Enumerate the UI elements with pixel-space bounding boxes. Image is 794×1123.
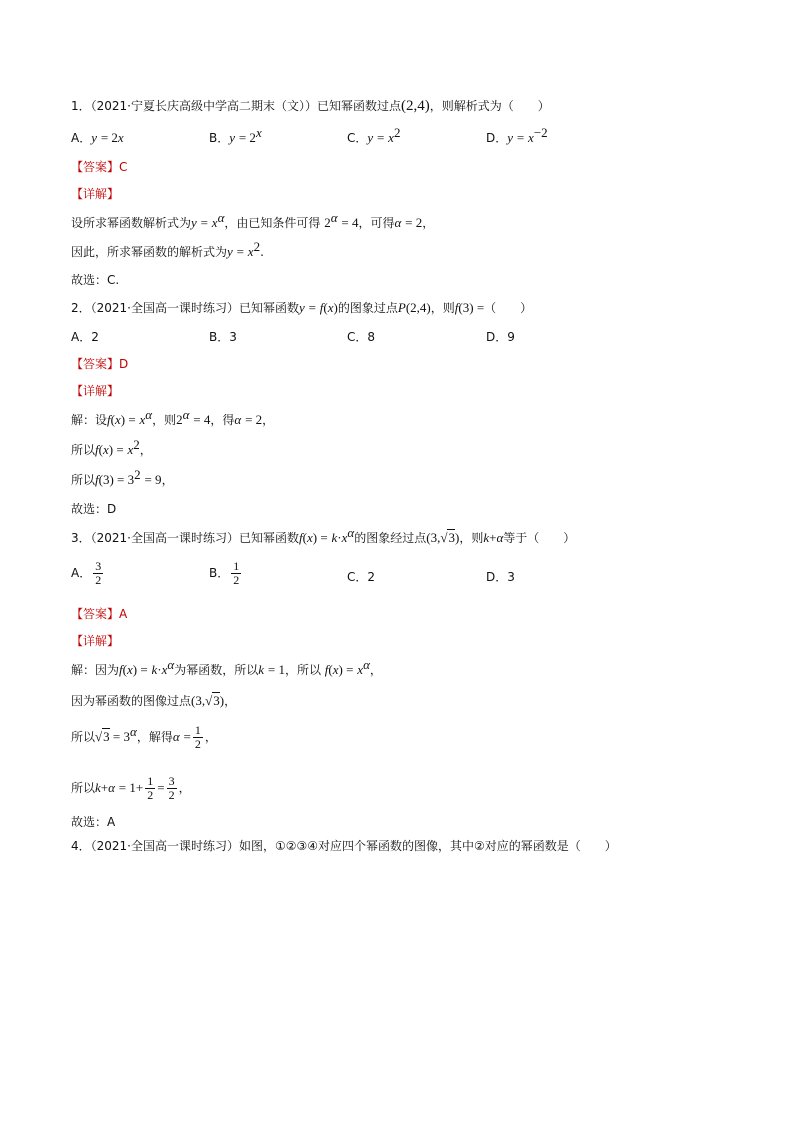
q2-options (0, 329, 794, 347)
q2-option-d: D．9 (486, 330, 515, 344)
q1-solution-line-3: 故选：C. (71, 273, 120, 287)
q1-detail-label: 【详解】 (71, 187, 120, 201)
q3-option-d: D．3 (486, 570, 515, 584)
q2-detail-label: 【详解】 (71, 384, 120, 398)
q2-option-a: A．2 (71, 330, 99, 344)
question-1-stem: 1．（2021·宁夏长庆高级中学高二期末（文））已知幂函数过点(2,4)，则解析式为（ ） (71, 98, 550, 114)
q1-solution-line-2: 因此，所求幂函数的解析式为$y = x^2$. (71, 239, 264, 259)
q2-solution-line-3: 所以$f(3) = 3^2 = 9$， (71, 467, 174, 487)
question-4-stem: 4．（2021·全国高一课时练习）如图，①②③④对应四个幂函数的图像，其中②对应的幂函数是（ ） (71, 839, 617, 853)
q1-option-a: A．y = 2x (71, 130, 124, 145)
q1-option-c: C．$y = x^2$ (347, 125, 401, 145)
q2-solution-line-2: 所以$f(x) = x^2$， (71, 437, 152, 457)
q3-solution-line-3: 所以$√3 = 3^\alpha$，解得α = $\frac{1}{2}$ ， (71, 723, 217, 751)
q1-solution-line-1: 设所求幂函数解析式为$y = x^\alpha$，由已知条件可得 $2^\alpha = 4$，可得α = 2， (71, 210, 435, 230)
q3-answer: 【答案】A (71, 607, 128, 621)
q1-option-b: B．$y = 2^x$ (209, 125, 262, 145)
q2-option-b: B．3 (209, 330, 237, 344)
q1-options (0, 125, 794, 148)
question-2-stem: 2．（2021·全国高一课时练习）已知幂函数y = f(x)的图象过点P(2,4)，则f(3) =（ ） (71, 300, 533, 315)
q2-solution-line-1: 解：设$f(x) = x^\alpha$，则$2^\alpha = 4$，得α = 2， (71, 407, 275, 427)
q1-option-d: D．$y = x^{-2}$ (486, 125, 548, 145)
q2-solution-line-4: 故选：D (71, 502, 117, 516)
question-3-stem: 3．（2021·全国高一课时练习）已知幂函数$f(x) = k\cdot x^\alpha$的图象经过点(3,√3)，则k+α等于（ ） (71, 525, 576, 545)
q3-solution-line-5: 故选：A (71, 815, 116, 829)
q3-detail-label: 【详解】 (71, 634, 120, 648)
q3-option-a: A． $\frac{3}{2}$ (71, 559, 102, 587)
q3-solution-line-1: 解：因为$f(x) = k\cdot x^\alpha$为幂函数，所以k = 1，所以 $f(x) = x^\alpha$， (71, 657, 382, 677)
q3-option-b: B． $\frac{1}{2}$ (209, 559, 240, 587)
q3-solution-line-4: 所以k+α = 1+ $\frac{1}{2}$ = $\frac{3}{2}$ ， (71, 774, 191, 802)
q3-options (0, 560, 794, 594)
q3-solution-line-2: 因为幂函数的图像过点(3,√3)， (71, 693, 237, 708)
q3-option-c: C．2 (347, 570, 376, 584)
q1-point: (2,4) (401, 98, 430, 114)
q2-answer: 【答案】D (71, 357, 129, 371)
q1-answer: 【答案】C (71, 160, 128, 174)
q2-option-c: C．8 (347, 330, 376, 344)
